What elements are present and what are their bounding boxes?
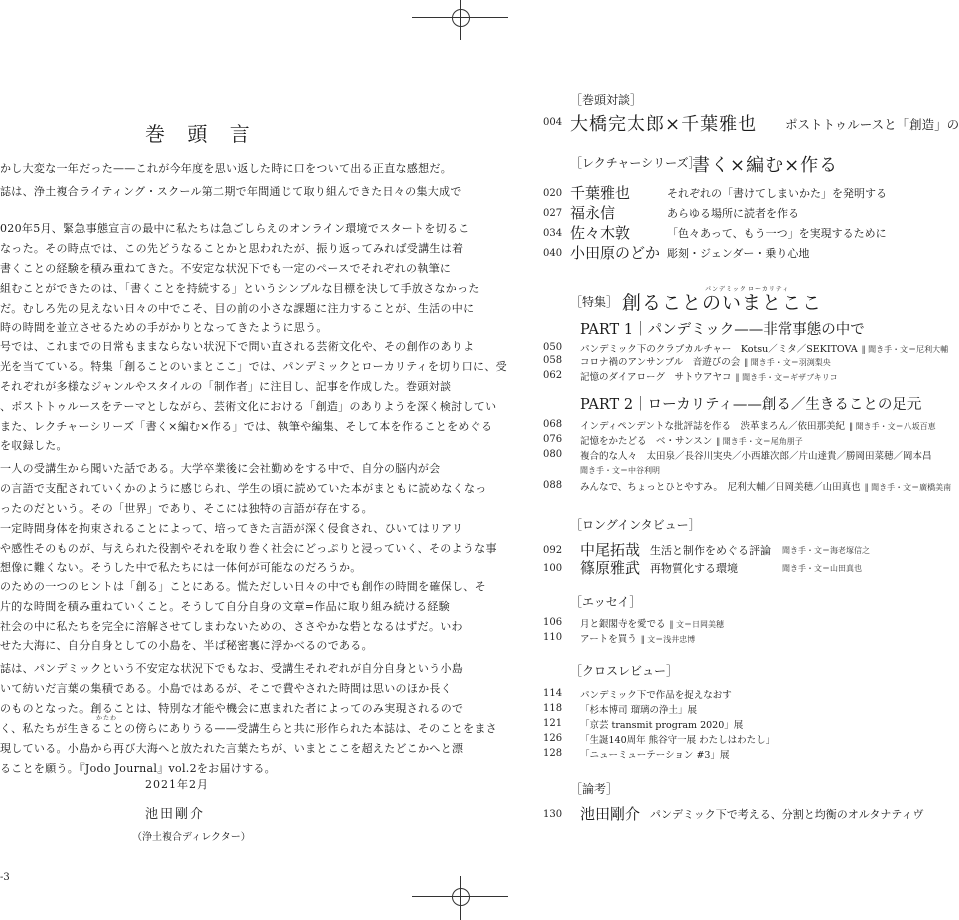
paragraph-line: また、レクチャーシリーズ「書く×編む×作る」では、執筆や編集、そして本を作ることをめぐる xyxy=(0,420,493,433)
paragraph-line: のための一つのヒントは「創る」ことにある。慌ただしい日々の中でも創作の時間を確保し、そ xyxy=(0,580,486,593)
section-label: ［論考］ xyxy=(570,782,619,796)
toc-entry-note: ‖ 聞き手・文＝尼利大輔 xyxy=(861,345,949,354)
toc-entry xyxy=(580,433,803,447)
toc-subtitle: 生活と制作をめぐる評論 xyxy=(650,544,771,557)
ruby-annotation: かたわ xyxy=(96,715,118,722)
page-ref: 100 xyxy=(543,563,563,574)
section-label: ［ロングインタビュー］ xyxy=(570,518,701,532)
toc-author: 池田剛介 xyxy=(580,805,641,823)
page-ref: 130 xyxy=(543,809,563,820)
toc-entry-text: 記憶のダイアローグ サトウアヤコ xyxy=(580,372,732,383)
paragraph-line: 想像に難くない。そうした中で私たちには一体何が可能なのだろうか。 xyxy=(0,561,362,574)
paragraph-line: それぞれが多様なジャンルやスタイルの「制作者」に注目し、記事を作成した。巻頭対談 xyxy=(0,380,452,393)
paragraph-line: 号では、これまでの日常もままならない状況下で問い直される芸術文化や、その創作のありよ xyxy=(0,340,475,353)
paragraph-line: 、ポストトゥルースをテーマとしながら、芸術文化における「創造」のありようを深く検討してい xyxy=(0,400,497,413)
page-ref: 106 xyxy=(543,617,563,628)
paragraph-line: 光を当てている。特集「創ることのいまとここ」では、パンデミックとローカリティを切り口に、受 xyxy=(0,360,507,373)
toc-entry-text: 複合的な人々 太田泉／長谷川実央／小西雄次郎／片山達貴／勝岡田菜穂／岡本昌 xyxy=(580,451,932,462)
toc-entry xyxy=(580,341,948,355)
toc-subtitle: それぞれの「書けてしまいかた」を発明する xyxy=(667,187,887,200)
toc-entry xyxy=(580,369,838,383)
toc-entry-note: ‖ 聞き手・文＝羽渕梨央 xyxy=(744,358,831,367)
toc-author: 大橋完太郎×千葉雅也 xyxy=(570,114,758,135)
section-label: ［クロスレビュー］ xyxy=(570,664,679,678)
section-label: ［エッセイ］ xyxy=(570,595,642,609)
paragraph-line: なった。その時点では、この先どうなることかと思われたが、振り返ってみれば受講生は着 xyxy=(0,242,464,255)
section-label: ［特集］ xyxy=(570,295,619,309)
page-ref: 088 xyxy=(543,480,563,491)
paragraph-line: だ。むしろ先の見えない日々の中でこそ、目の前の小さな課題に注力することが、生活の中に xyxy=(0,302,475,315)
paragraph-line: 片的な時間を積み重ねていくこと。そうして自分自身の文章=作品に取り組み続ける経験 xyxy=(0,600,450,613)
toc-entry-text: みんなで、ちょっとひとやすみ。 尼利大輔／日岡美穂／山田真也 xyxy=(580,482,861,493)
paragraph-line: 一人の受講生から聞いた話である。大学卒業後に会社勤めをする中で、自分の脳内が会 xyxy=(0,462,441,475)
toc-entry-text: パンデミック下で作品を捉えなおす xyxy=(580,690,732,701)
toc-entry-note: ‖ 聞き手・文＝八坂百恵 xyxy=(849,422,936,431)
page-ref: 068 xyxy=(543,419,563,430)
toc-entry xyxy=(580,479,951,493)
toc-entry-note: 聞き手・文＝海老塚信之 xyxy=(782,546,870,555)
paragraph-line: の言語で支配されていくかのように感じられ、学生の頃に読めていた本がまともに読めなくなっ xyxy=(0,482,487,495)
paragraph-line: のものとなった。創ることは、特別な才能や機会に恵まれた者によってのみ実現されるので xyxy=(0,702,464,715)
toc-entry-text: 月と銀閣寺を愛でる xyxy=(580,619,666,630)
page-ref: 027 xyxy=(543,208,563,219)
toc-entry-note: ‖ 文＝日岡美穂 xyxy=(669,620,725,629)
page-ref: 114 xyxy=(543,688,563,699)
date: 2021年2月 xyxy=(145,778,209,791)
toc-entry-note: ‖ 聞き手・文＝廣橋美南 xyxy=(864,483,952,492)
toc-entry-text: 「杉本博司 瑠璃の浄土」展 xyxy=(580,705,698,716)
toc-entry-text: 記憶をかたどる ベ・サンスン xyxy=(580,436,713,447)
paragraph-line: 書くことの経験を積み重ねてきた。不安定な状況下でも一定のペースでそれぞれの執筆に xyxy=(0,262,452,275)
paragraph-line: 時の時間を並立させるための手がかりとなってきたように思う。 xyxy=(0,321,328,334)
ruby-annotation: パンデミック xyxy=(705,286,747,293)
page-ref: 080 xyxy=(543,449,563,460)
paragraph-line: く、私たちが生きることの傍らにありうる——受講生らと共に形作られた本誌は、そのことをまさ xyxy=(0,722,497,735)
page-ref: 076 xyxy=(543,434,563,445)
page-ref: 110 xyxy=(543,632,563,643)
toc-entry-note: 聞き手・文＝山田真也 xyxy=(782,564,862,573)
toc-entry-text: アートを買う xyxy=(580,634,637,645)
page-ref: 020 xyxy=(543,188,563,199)
toc-entry-text: パンデミック下のクラブカルチャー Kotsu／ミタ／SEKITOVA xyxy=(580,344,858,355)
toc-subtitle: あらゆる場所に読者を作る xyxy=(667,207,799,220)
paragraph-line: かし大変な一年だった——これが今年度を思い返した時に口をついて出る正直な感想だ。 xyxy=(0,162,452,175)
toc-entry-note: ‖ 聞き手・文＝尾角朋子 xyxy=(716,437,803,446)
toc-entry-text: インディペンデントな批評誌を作る 渋革まろん／依田那美紀 xyxy=(580,421,846,432)
part-heading: PART 1｜パンデミック——非常事態の中で xyxy=(580,322,865,338)
paragraph-line: や感性そのものが、与えられた役割やそれを取り巻く社会にどっぷりと浸っていく、そのような事 xyxy=(0,542,497,555)
toc-entry-text: 「生誕140周年 熊谷守一展 わたしはわたし」 xyxy=(580,735,776,746)
toc-author: 千葉雅也 xyxy=(570,184,631,202)
toc-subtitle: 再物質化する環境 xyxy=(650,562,738,575)
toc-subtitle: ポストトゥルースと「創造」の xyxy=(785,117,959,132)
toc-entry-text: コロナ禍のアンサンブル 音遊びの会 xyxy=(580,357,741,368)
paragraph-line: 現している。小島から再び大海へと放たれた言葉たちが、いまとここを超えたどこかへと漂 xyxy=(0,742,464,755)
author-role: （浄土複合ディレクター） xyxy=(132,832,251,843)
toc-entry-text: 「ニューミューテーション #3」展 xyxy=(580,750,730,761)
toc-subtitle: 「色々あって、もう一つ」を実現するために xyxy=(667,227,887,240)
section-label: ［レクチャーシリーズ］ xyxy=(570,156,701,170)
toc-author: 福永信 xyxy=(570,204,616,222)
page-ref: 126 xyxy=(543,733,563,744)
paragraph-line: 組むことができたのは、「書くことを持続する」というシンプルな目標を決して手放さなかった xyxy=(0,282,480,295)
page-ref: 092 xyxy=(543,545,563,556)
page-ref: 004 xyxy=(543,117,563,128)
toc-entry xyxy=(580,354,831,368)
section-title: 創ることのいまとここ xyxy=(622,292,823,314)
paragraph-line: 誌は、パンデミックという不安定な状況下でもなお、受講生それぞれが自分自身という小島 xyxy=(0,662,464,675)
paragraph-line: を収録した。 xyxy=(0,439,68,452)
page-ref: 034 xyxy=(543,228,563,239)
toc-subtitle: 彫刻・ジェンダー・乗り心地 xyxy=(667,247,810,260)
paragraph-line: ったのだという。その「世界」であり、そこには独特の言語が存在する。 xyxy=(0,502,373,515)
toc-entry-note: ‖ 文＝浅井忠博 xyxy=(640,635,696,644)
toc-entry xyxy=(580,418,936,432)
page-title: 巻 頭 言 xyxy=(145,122,258,146)
toc-author: 小田原のどか xyxy=(570,244,661,262)
page-ref: 121 xyxy=(543,718,563,729)
page-ref: 118 xyxy=(543,703,563,714)
paragraph-line: 社会の中に私たちを完全に溶解させてしまわないための、ささやかな砦となるはずだ。いわ xyxy=(0,620,463,633)
part-heading: PART 2｜ローカリティ——創る／生きることの足元 xyxy=(580,397,922,413)
ruby-annotation: ローカリティ xyxy=(748,286,790,293)
page-ref: 040 xyxy=(543,248,563,259)
paragraph-line: 一定時間身体を拘束されることによって、培ってきた言語が深く侵食され、ひいてはリアリ xyxy=(0,522,464,535)
toc-author: 中尾拓哉 xyxy=(580,541,641,559)
toc-author: 篠原雅武 xyxy=(580,559,641,577)
toc-entry xyxy=(580,631,695,645)
page-ref: 128 xyxy=(543,748,563,759)
paragraph-line: ることを願う。『Jodo Journal』vol.2をお届けする。 xyxy=(0,762,276,775)
toc-subtitle: パンデミック下で考える、分割と均衡のオルタナティヴ xyxy=(650,808,924,821)
page-ref: 062 xyxy=(543,370,563,381)
paragraph-line: 誌は、浄土複合ライティング・スクール第二期で年間通じて取り組んできた日々の集大成で xyxy=(0,185,462,198)
section-title: 書く×編む×作る xyxy=(692,155,839,176)
page-ref: 050 xyxy=(543,342,563,353)
paragraph-line: 020年5月、緊急事態宣言の最中に私たちは急ごしらえのオンライン環境でスタートを切るこ xyxy=(0,222,470,235)
toc-entry xyxy=(580,616,724,630)
paragraph-line: いて紡いだ言葉の集積である。小島ではあるが、そこで費やされた時間は思いのほか長く xyxy=(0,682,452,695)
toc-entry-note: 聞き手・文＝中谷利明 xyxy=(580,466,660,475)
author-name: 池田剛介 xyxy=(145,807,206,822)
page-number: -3 xyxy=(0,872,10,883)
paragraph-line: せた大海に、自分自身としての小島を、半ば秘密裏に浮かべるのである。 xyxy=(0,639,373,652)
toc-author: 佐々木敦 xyxy=(570,224,631,242)
section-label: ［巻頭対談］ xyxy=(570,93,643,107)
toc-entry-note: ‖ 聞き手・文＝ギザブキリコ xyxy=(735,373,838,382)
toc-entry-text: 「京芸 transmit program 2020」展 xyxy=(580,720,744,731)
page-ref: 058 xyxy=(543,355,563,366)
